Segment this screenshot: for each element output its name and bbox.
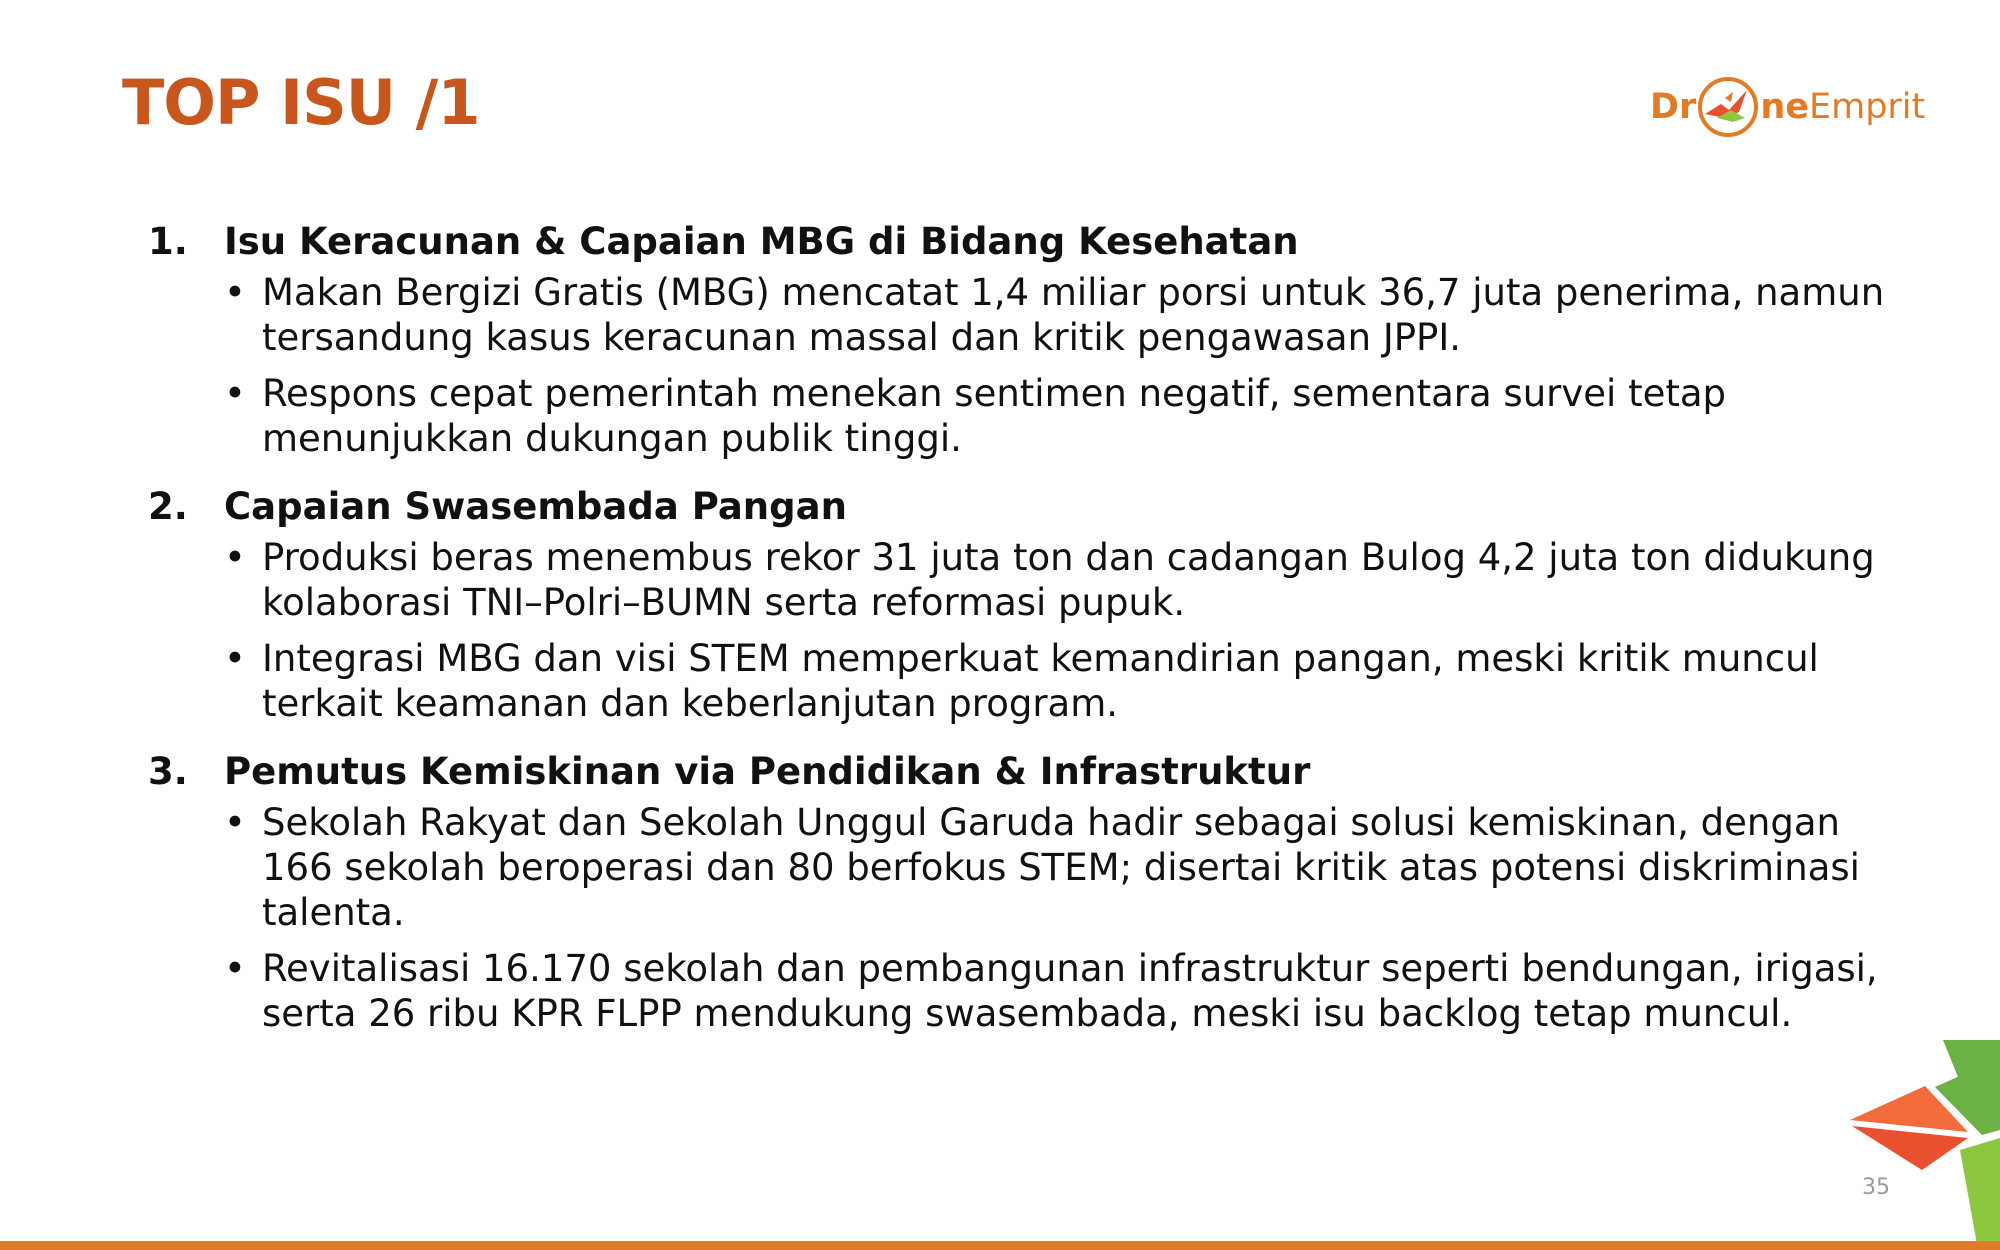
- drone-bird-icon: [1695, 74, 1761, 140]
- section-heading: Capaian Swasembada Pangan: [224, 485, 847, 528]
- logo-text-emprit: Emprit: [1808, 87, 1926, 127]
- bullet-list: [148, 800, 1888, 1036]
- section-number: 3.: [148, 750, 188, 793]
- bullet-text: Integrasi MBG dan visi STEM memperkuat kemandirian pangan, meski kritik muncul terkait keamanan dan keberlanjutan program.: [262, 637, 1819, 725]
- bullet-item: [224, 800, 1888, 935]
- bullet-icon: •: [224, 271, 246, 314]
- section-2: [148, 479, 1888, 726]
- section-number: 1.: [148, 220, 188, 263]
- bullet-text: Makan Bergizi Gratis (MBG) mencatat 1,4 miliar porsi untuk 36,7 juta penerima, namun tersandung kasus keracunan massal dan kritik pengawasan JPPI.: [262, 271, 1885, 359]
- section-3: [148, 744, 1888, 1036]
- slide-title: TOP ISU /1: [122, 66, 480, 139]
- bullet-item: [224, 636, 1888, 726]
- bullet-icon: •: [224, 801, 246, 844]
- section-number: 2.: [148, 485, 188, 528]
- content: [148, 214, 1888, 1054]
- logo-text-dr: Dr: [1650, 87, 1697, 127]
- section-heading: Pemutus Kemiskinan via Pendidikan & Infrastruktur: [224, 750, 1311, 793]
- bullet-text: Produksi beras menembus rekor 31 juta ton dan cadangan Bulog 4,2 juta ton didukung kolaborasi TNI–Polri–BUMN serta reformasi pupuk.: [262, 536, 1875, 624]
- bullet-list: [148, 535, 1888, 726]
- bullet-item: [224, 270, 1888, 360]
- bullet-text: Sekolah Rakyat dan Sekolah Unggul Garuda hadir sebagai solusi kemiskinan, dengan 166 sekolah beroperasi dan 80 berfokus STEM; disertai kritik atas potensi diskriminasi talenta.: [262, 801, 1860, 934]
- bullet-item: [224, 535, 1888, 625]
- bullet-list: [148, 270, 1888, 461]
- bullet-icon: •: [224, 637, 246, 680]
- bullet-icon: •: [224, 372, 246, 415]
- bullet-text: Revitalisasi 16.170 sekolah dan pembangunan infrastruktur seperti bendungan, irigasi, serta 26 ribu KPR FLPP mendukung swasembada, meski isu backlog tetap muncul.: [262, 947, 1878, 1035]
- bullet-text: Respons cepat pemerintah menekan sentimen negatif, sementara survei tetap menunjukkan dukungan publik tinggi.: [262, 372, 1727, 460]
- logo: [1650, 72, 1925, 142]
- bullet-icon: •: [224, 536, 246, 579]
- section-heading: Isu Keracunan & Capaian MBG di Bidang Kesehatan: [224, 220, 1299, 263]
- corner-decoration-icon: [1840, 1040, 2000, 1250]
- bullet-item: [224, 371, 1888, 461]
- logo-text-ne: ne: [1760, 87, 1809, 127]
- bullet-icon: •: [224, 947, 246, 990]
- bottom-bar: [0, 1241, 2000, 1250]
- page-number: 35: [1862, 1175, 1890, 1200]
- bullet-item: [224, 946, 1888, 1036]
- section-1: [148, 214, 1888, 461]
